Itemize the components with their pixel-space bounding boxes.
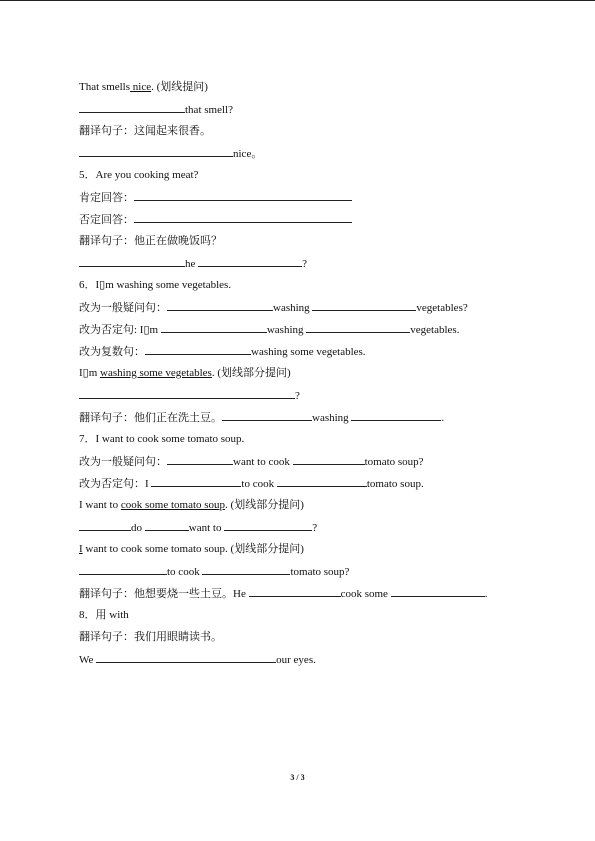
answer-line [79, 586, 519, 608]
answer-text: to cook [241, 478, 275, 490]
answer-text: ? [295, 390, 300, 402]
translation-text: 翻译句子：他正在做晚饭吗？ [79, 235, 222, 247]
answer-text: tomato soup? [290, 566, 350, 578]
answer-line [79, 520, 519, 542]
answer-blank[interactable] [167, 454, 233, 465]
worksheet-content [79, 80, 519, 674]
answer-text: want to [188, 522, 222, 534]
answer-text: ? [302, 258, 308, 270]
answer-text: cook some [340, 588, 388, 600]
question-text: want to cook some tomato soup. (划线部分提问) [82, 543, 304, 555]
answer-line [79, 388, 519, 410]
question-text: That smells [79, 81, 131, 93]
answer-blank[interactable] [79, 388, 295, 399]
answer-label: 改为否定句：I [79, 478, 149, 490]
answer-line [79, 476, 519, 498]
answer-blank[interactable] [151, 476, 241, 487]
answer-blank[interactable] [79, 102, 185, 113]
answer-blank[interactable] [224, 520, 312, 531]
answer-blank[interactable] [391, 586, 485, 597]
answer-line [79, 564, 519, 586]
question-line [79, 80, 519, 102]
question-heading [79, 168, 519, 190]
top-border-rule [0, 0, 595, 1]
translation-prompt [79, 630, 519, 652]
instruction-text: . (划线提问) [151, 81, 208, 93]
answer-blank[interactable] [202, 564, 290, 575]
question-line [79, 366, 519, 388]
answer-text: our eyes. [276, 654, 316, 666]
answer-text: washing some vegetables. [251, 346, 366, 358]
answer-line [79, 652, 519, 674]
question-text: I want to [79, 499, 121, 511]
question-text: 6．I▯m washing some vegetables. [79, 279, 232, 291]
answer-blank[interactable] [145, 520, 189, 531]
question-line [79, 498, 519, 520]
answer-line [79, 256, 519, 278]
question-text: 5．Are you cooking meat? [79, 169, 199, 181]
answer-line [79, 212, 519, 234]
answer-label: 肯定回答： [79, 192, 134, 204]
answer-blank[interactable] [167, 300, 273, 311]
answer-text: to cook [167, 566, 200, 578]
underlined-word: nice [130, 81, 152, 93]
question-text: 7．I want to cook some tomato soup. [79, 433, 245, 445]
page-number: 3 / 3 [290, 773, 305, 782]
answer-text: vegetables? [416, 302, 468, 314]
answer-line [79, 146, 519, 168]
instruction-text: . (划线部分提问) [225, 499, 304, 511]
question-heading [79, 608, 519, 630]
answer-blank[interactable] [79, 520, 131, 531]
answer-blank[interactable] [293, 454, 365, 465]
answer-blank[interactable] [351, 410, 441, 421]
translation-text: 翻译句子：他想要烧一些土豆。He [79, 588, 246, 600]
answer-label: 改为一般疑问句： [79, 456, 167, 468]
answer-label: 改为否定句: I▯m [79, 324, 159, 336]
answer-text: tomato soup? [364, 456, 424, 468]
answer-text: do [131, 522, 142, 534]
answer-line [79, 102, 519, 124]
answer-text: he [185, 258, 196, 270]
answer-label: 改为复数句： [79, 346, 145, 358]
question-line [79, 542, 519, 564]
answer-text: ? [312, 522, 318, 534]
answer-blank[interactable] [79, 256, 185, 267]
answer-label: 改为一般疑问句： [79, 302, 167, 314]
answer-blank[interactable] [249, 586, 341, 597]
answer-blank[interactable] [198, 256, 302, 267]
answer-text: washing [266, 324, 304, 336]
answer-blank[interactable] [306, 322, 410, 333]
answer-line [79, 322, 519, 344]
translation-text: 翻译句子：这闻起来很香。 [79, 125, 211, 137]
answer-text: want to cook [233, 456, 290, 468]
answer-text: tomato soup. [366, 478, 424, 490]
question-heading [79, 278, 519, 300]
answer-text: washing [273, 302, 310, 314]
answer-line [79, 454, 519, 476]
answer-blank[interactable] [96, 652, 276, 663]
answer-text: . [441, 412, 445, 424]
translation-text: 翻译句子：他们正在洗土豆。 [79, 412, 222, 424]
question-heading [79, 432, 519, 454]
answer-line [79, 410, 519, 432]
translation-prompt [79, 234, 519, 256]
answer-text: nice。 [233, 148, 263, 160]
answer-blank[interactable] [134, 212, 352, 223]
answer-blank[interactable] [222, 410, 312, 421]
answer-line [79, 190, 519, 212]
underlined-phrase: cook some tomato soup [120, 499, 226, 511]
answer-blank[interactable] [79, 146, 233, 157]
instruction-text: . (划线部分提问) [211, 367, 291, 379]
answer-text: . [484, 588, 488, 600]
answer-line [79, 344, 519, 366]
answer-blank[interactable] [145, 344, 251, 355]
underlined-word: I [79, 543, 83, 555]
answer-text: that smell? [185, 104, 233, 116]
question-text: I▯m [79, 367, 101, 379]
answer-label: 否定回答： [79, 214, 134, 226]
answer-blank[interactable] [161, 322, 267, 333]
translation-prompt [79, 124, 519, 146]
answer-blank[interactable] [277, 476, 367, 487]
answer-text: vegetables. [410, 324, 460, 336]
underlined-phrase: washing some vegetables [100, 367, 212, 379]
answer-blank[interactable] [312, 300, 416, 311]
translation-text: 翻译句子：我们用眼睛读书。 [79, 631, 222, 643]
answer-blank[interactable] [134, 190, 352, 201]
answer-text: We [79, 654, 94, 666]
answer-line [79, 300, 519, 322]
answer-blank[interactable] [79, 564, 167, 575]
answer-text: washing [312, 412, 349, 424]
question-text: 8．用 with [79, 609, 129, 621]
